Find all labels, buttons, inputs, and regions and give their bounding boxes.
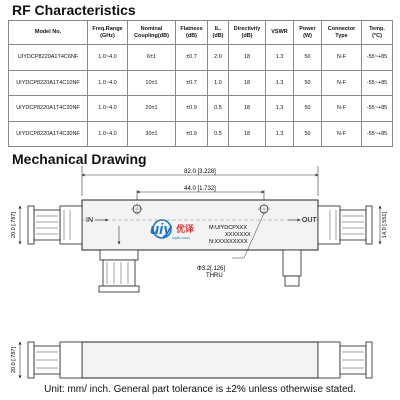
table-row	[9, 45, 393, 71]
height-dimension	[11, 206, 20, 244]
table-cell: UIYDCP8220A1T4C10NF	[9, 70, 88, 96]
table-cell: N-F	[322, 121, 362, 147]
model-text-2: XXXXXXX	[225, 232, 251, 238]
table-cell: UIYDCP8220A1T4C30NF	[9, 121, 88, 147]
logo-chinese: 优译	[176, 224, 195, 234]
column-header-line2: (°C)	[372, 32, 382, 39]
column-header-line1: IL.	[214, 25, 222, 32]
column-header-line1: VSWR	[271, 29, 288, 35]
table-cell: 50	[294, 70, 322, 96]
table-cell: ±0.9	[176, 96, 208, 122]
table-cell: N-F	[322, 45, 362, 71]
column-header	[208, 21, 229, 45]
in-port-label: IN	[86, 217, 93, 224]
table-cell: 1.0	[208, 70, 229, 96]
table-cell: 30±1	[128, 121, 176, 147]
table-cell: 1.0~4.0	[88, 70, 128, 96]
coupler-body	[82, 200, 318, 250]
table-cell: 1.0~4.0	[88, 96, 128, 122]
logo-url: uiyllc.com	[172, 235, 190, 240]
mechanical-drawing	[0, 166, 400, 382]
n-connector-out	[318, 206, 372, 244]
table-cell: ±0.7	[176, 45, 208, 71]
table-cell: 1.0~4.0	[88, 45, 128, 71]
column-header	[128, 21, 176, 45]
logo-wordmark: uiy	[150, 221, 172, 238]
table-cell: ±0.9	[176, 121, 208, 147]
table-cell: -55~+85	[362, 70, 393, 96]
table-cell: UIYDCP8220A1T4C20NF	[9, 96, 88, 122]
column-header-line1: Connector	[327, 25, 356, 32]
table-cell: 50	[294, 121, 322, 147]
table-cell: UIYDCP8220A1T4C6NF	[9, 45, 88, 71]
column-header-line2: (W)	[303, 32, 312, 39]
column-header	[266, 21, 294, 45]
table-row	[9, 96, 393, 122]
termination-block	[283, 250, 301, 286]
column-header-line1: Model No.	[34, 29, 62, 35]
footer-note: Unit: mm/ inch. General part tolerance is ±2% unless otherwise stated.	[44, 384, 356, 395]
side-view	[11, 342, 372, 378]
depth-dimension	[380, 206, 388, 244]
column-header	[229, 21, 266, 45]
height-label: 20.0 [.787]	[11, 212, 17, 238]
table-cell: 18	[229, 45, 266, 71]
rf-characteristics-heading: RF Characteristics	[12, 2, 136, 18]
side-height-label: 20.0 [.787]	[11, 347, 17, 373]
table-cell: 50	[294, 96, 322, 122]
column-header	[176, 21, 208, 45]
table-cell: 1.3	[266, 70, 294, 96]
column-header-line2: (GHz)	[100, 32, 115, 39]
column-header-line2: (dB)	[212, 32, 224, 39]
column-header	[362, 21, 393, 45]
table-cell: 50	[294, 45, 322, 71]
n-connector-in	[28, 206, 82, 244]
column-header-line1: Freq.Range	[92, 25, 123, 32]
column-header	[322, 21, 362, 45]
table-cell: -55~+85	[362, 121, 393, 147]
table-cell: -55~+85	[362, 96, 393, 122]
table-cell: 10±1	[128, 70, 176, 96]
table-cell: 1.3	[266, 121, 294, 147]
table-cell: 18	[229, 70, 266, 96]
table-cell: -55~+85	[362, 45, 393, 71]
hole-thru-label: THRU	[206, 273, 223, 279]
overall-length-label: 82.0 [3.228]	[184, 169, 216, 175]
table-cell: 0.5	[208, 121, 229, 147]
table-cell: 18	[229, 96, 266, 122]
column-header-line1: Flatness	[180, 25, 203, 32]
out-port-label: OUT	[302, 217, 317, 224]
column-header-line1: Nominal	[140, 25, 163, 32]
table-row	[9, 121, 393, 147]
column-header-line2: Type	[335, 32, 348, 39]
hole-diameter-label: Φ3.2[.126]	[197, 266, 226, 272]
n-connector-coupled	[99, 250, 139, 292]
column-header	[294, 21, 322, 45]
table-cell: 1.3	[266, 45, 294, 71]
model-text: M:UIYDCPXXX	[209, 225, 247, 231]
serial-text: N:XXXXXXXXX	[209, 239, 248, 245]
column-header	[9, 21, 88, 45]
column-header	[88, 21, 128, 45]
table-cell: 1.3	[266, 96, 294, 122]
table-cell: N-F	[322, 70, 362, 96]
column-header-line2: (dB)	[186, 32, 197, 39]
table-cell: 1.0~4.0	[88, 121, 128, 147]
table-row	[9, 70, 393, 96]
column-header-line2: Coupling(dB)	[134, 32, 169, 39]
table-cell: 0.5	[208, 96, 229, 122]
table-cell: 20±1	[128, 96, 176, 122]
depth-label: 14.0 [.551]	[382, 212, 388, 238]
table-header-row	[9, 21, 393, 45]
rf-spec-table	[8, 20, 393, 147]
column-header-line1: Power	[299, 25, 316, 32]
column-header-line1: Temp.	[369, 25, 385, 32]
hole-spacing-label: 44.0 [1.732]	[184, 186, 216, 192]
column-header-line2: (dB)	[241, 32, 253, 39]
table-cell: 18	[229, 121, 266, 147]
mechanical-drawing-heading: Mechanical Drawing	[12, 151, 147, 167]
column-header-line1: Directivity	[233, 25, 261, 32]
table-cell: N-F	[322, 96, 362, 122]
table-cell: ±0.7	[176, 70, 208, 96]
table-cell: 6±1	[128, 45, 176, 71]
table-cell: 2.0	[208, 45, 229, 71]
